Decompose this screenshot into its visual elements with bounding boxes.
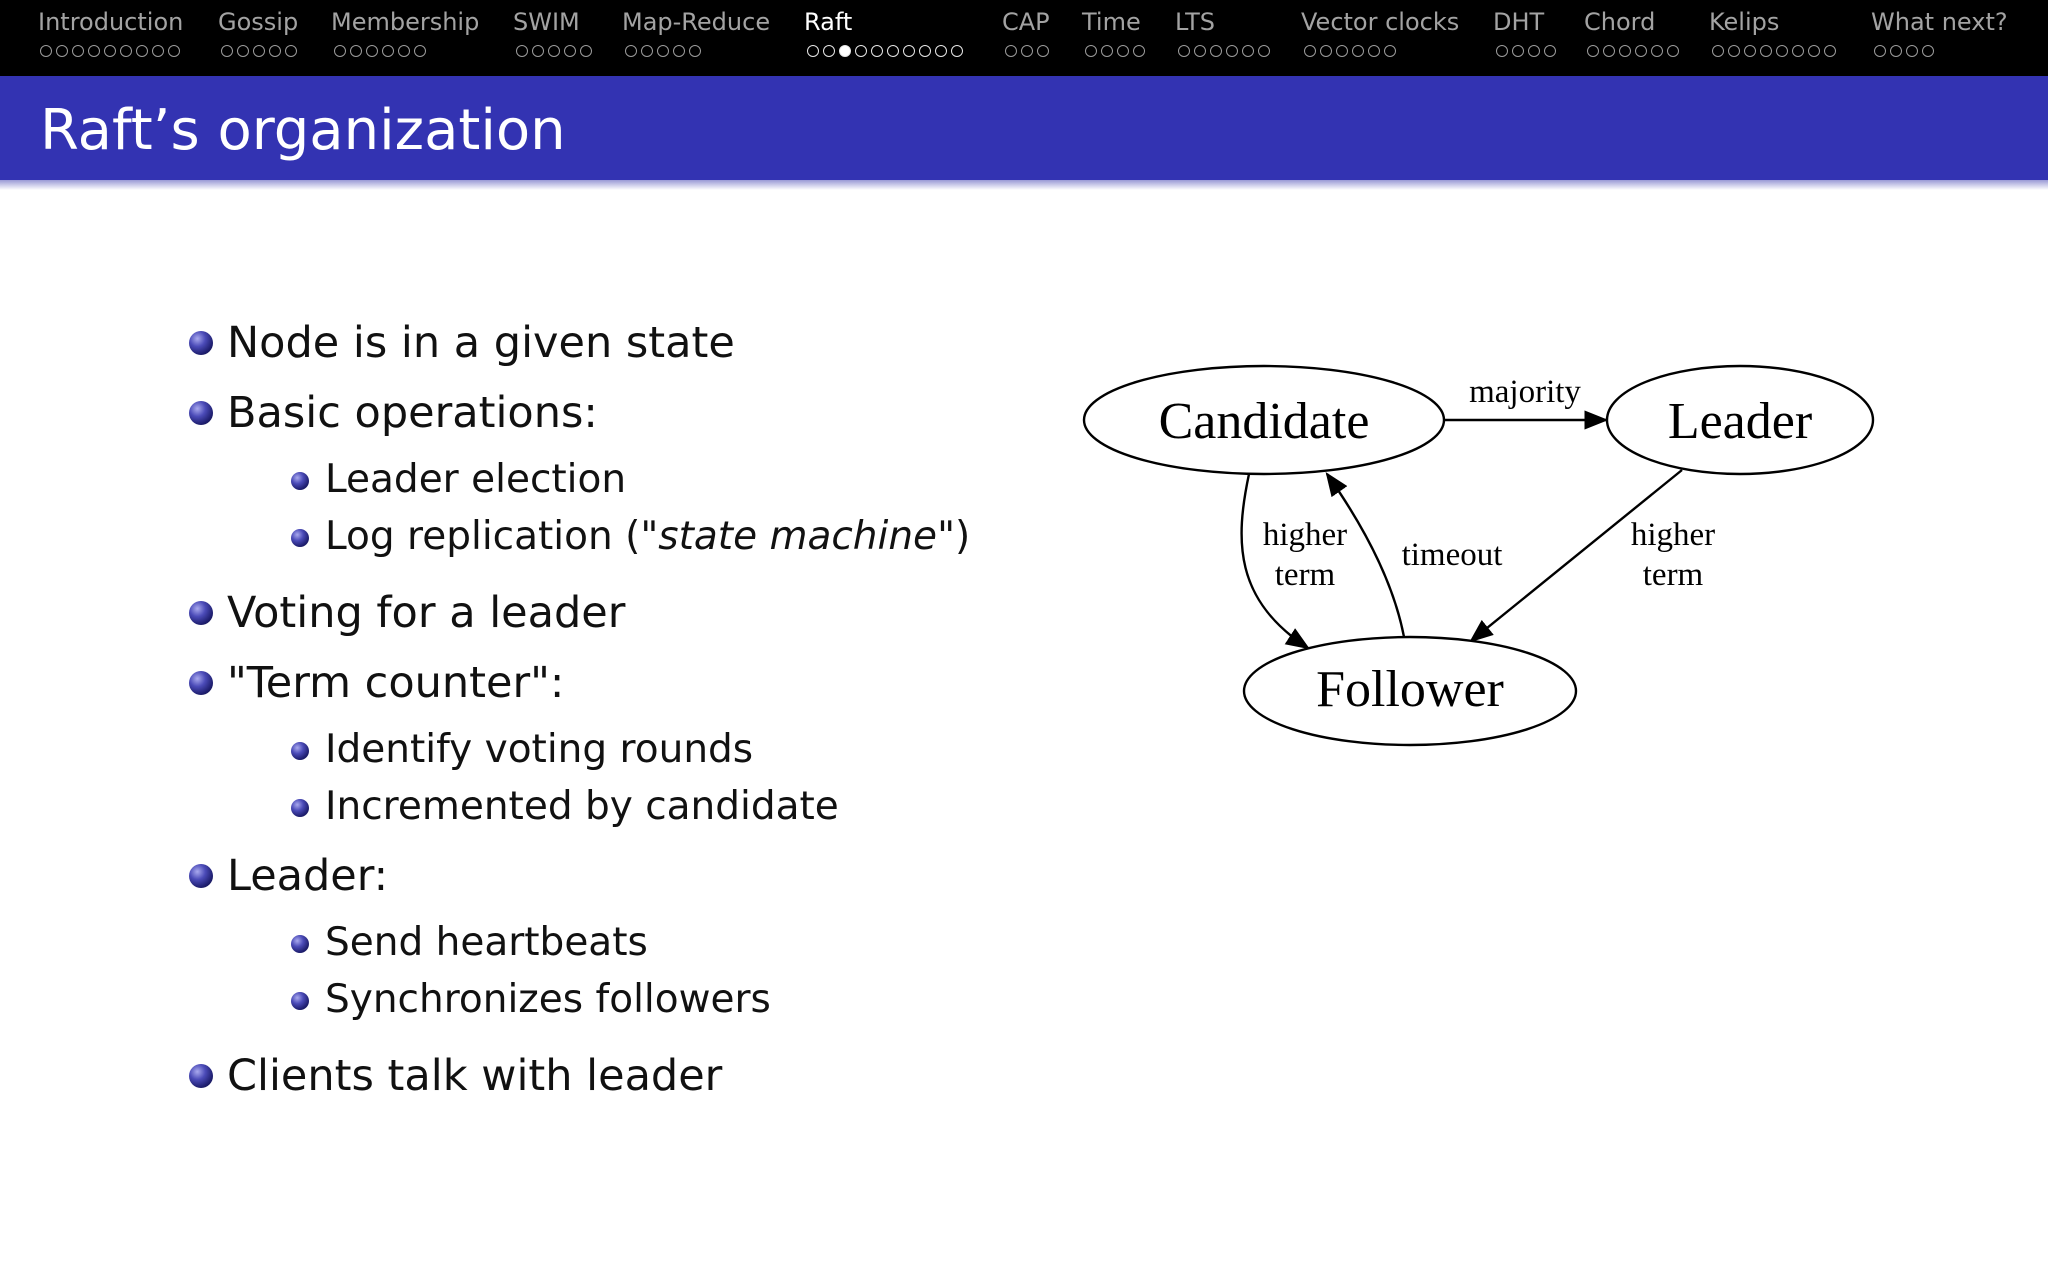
nav-slide-dot[interactable] [1496,45,1508,57]
nav-slide-dot[interactable] [1384,45,1396,57]
nav-slide-dot[interactable] [56,45,68,57]
nav-slide-dot-current[interactable] [839,45,851,57]
nav-slide-dot[interactable] [1744,45,1756,57]
nav-slide-dot[interactable] [1808,45,1820,57]
nav-slide-dots-time [1085,42,1145,60]
nav-slide-dot[interactable] [382,45,394,57]
nav-slide-dots-what-next [1874,42,1934,60]
nav-slide-dot[interactable] [72,45,84,57]
nav-slide-dot[interactable] [1635,45,1647,57]
sub-bullet-text: Leader election [325,457,627,502]
edge-follower-to-candidate [1327,474,1404,637]
nav-slide-dots-chord [1587,42,1679,60]
sub-bullet-text-emphasis: state machine [658,514,938,559]
nav-slide-dot[interactable] [1210,45,1222,57]
nav-slide-dot[interactable] [919,45,931,57]
bullet-item-node-state [227,317,735,369]
nav-section-gossip[interactable]: Gossip [218,8,299,36]
nav-slide-dot[interactable] [1320,45,1332,57]
node-candidate-label: Candidate [1158,393,1370,450]
sub-bullet-text: Identify voting rounds [325,727,754,772]
edge-leader-to-follower [1471,470,1682,641]
nav-slide-dot[interactable] [641,45,653,57]
nav-slide-dot[interactable] [1528,45,1540,57]
nav-section-membership[interactable]: Membership [331,8,480,36]
sub-bullet-log-replication [325,513,970,561]
nav-slide-dot[interactable] [689,45,701,57]
nav-section-introduction[interactable]: Introduction [38,8,184,36]
nav-slide-dots-map-reduce [625,42,701,60]
nav-slide-dot[interactable] [152,45,164,57]
nav-slide-dot[interactable] [104,45,116,57]
nav-section-chord[interactable]: Chord [1584,8,1656,36]
nav-slide-dot[interactable] [1874,45,1886,57]
sub-bullet-text-prefix: Log replication (" [325,514,659,559]
sub-bullet-synchronizes [325,976,771,1024]
nav-slide-dot[interactable] [414,45,426,57]
nav-slide-dot[interactable] [269,45,281,57]
nav-slide-dot[interactable] [1651,45,1663,57]
nav-slide-dot[interactable] [657,45,669,57]
nav-slide-dot[interactable] [168,45,180,57]
bullet-item-term-counter [227,657,564,709]
nav-slide-dots-vector-clocks [1304,42,1396,60]
nav-slide-dot[interactable] [532,45,544,57]
nav-slide-dot[interactable] [1512,45,1524,57]
nav-slide-dot[interactable] [1194,45,1206,57]
nav-slide-dot[interactable] [564,45,576,57]
sub-bullet-ball-icon [291,529,309,547]
bullet-text: Node is in a given state [227,318,735,368]
sub-bullet-text: Synchronizes followers [325,977,771,1022]
nav-slide-dot[interactable] [1226,45,1238,57]
nav-slide-dot[interactable] [1824,45,1836,57]
nav-slide-dot[interactable] [136,45,148,57]
node-follower-label: Follower [1316,661,1504,718]
nav-slide-dots-gossip [221,42,297,60]
nav-slide-dot[interactable] [548,45,560,57]
nav-slide-dots-cap [1005,42,1049,60]
sub-bullet-leader-election [325,456,626,504]
title-bar-shadow [0,180,2048,190]
nav-slide-dot[interactable] [285,45,297,57]
nav-slide-dot[interactable] [1133,45,1145,57]
nav-slide-dot[interactable] [1776,45,1788,57]
nav-slide-dot[interactable] [625,45,637,57]
edge-label-leader-follower-line2: term [1642,557,1704,593]
nav-slide-dot[interactable] [1352,45,1364,57]
node-leader [1607,366,1873,474]
edge-label-timeout: timeout [1401,537,1503,573]
nav-slide-dots-membership [334,42,426,60]
nav-slide-dot[interactable] [1619,45,1631,57]
nav-slide-dot[interactable] [366,45,378,57]
nav-slide-dot[interactable] [516,45,528,57]
nav-slide-dot[interactable] [580,45,592,57]
nav-slide-dot[interactable] [40,45,52,57]
bullet-item-clients [227,1050,722,1102]
sub-bullet-incremented [325,783,839,831]
nav-slide-dots-introduction [40,42,180,60]
bullet-text: Voting for a leader [227,588,626,638]
bullet-item-leader [227,850,388,902]
nav-section-kelips[interactable]: Kelips [1709,8,1780,36]
edge-label-candidate-follower-line1: higher [1262,517,1348,553]
nav-section-swim[interactable]: SWIM [513,8,580,36]
nav-slide-dot[interactable] [1922,45,1934,57]
node-follower [1244,637,1576,745]
nav-slide-dot[interactable] [1544,45,1556,57]
nav-slide-dot[interactable] [1021,45,1033,57]
nav-slide-dot[interactable] [1117,45,1129,57]
sub-bullet-ball-icon [291,742,309,760]
sub-bullet-ball-icon [291,935,309,953]
nav-slide-dot[interactable] [88,45,100,57]
sub-bullet-ball-icon [291,799,309,817]
section-navigation-bar [0,0,2048,76]
nav-slide-dots-kelips [1712,42,1836,60]
nav-slide-dot[interactable] [887,45,899,57]
nav-slide-dot[interactable] [1603,45,1615,57]
nav-slide-dot[interactable] [1178,45,1190,57]
nav-section-time[interactable]: Time [1082,8,1141,36]
sub-bullet-identify-rounds [325,726,753,774]
nav-slide-dot[interactable] [673,45,685,57]
nav-slide-dot[interactable] [237,45,249,57]
nav-slide-dots-lts [1178,42,1270,60]
nav-slide-dot[interactable] [935,45,947,57]
nav-slide-dot[interactable] [1242,45,1254,57]
slide-title: Raft’s organization [40,98,566,163]
nav-section-vector-clocks[interactable]: Vector clocks [1301,8,1460,36]
nav-section-cap[interactable]: CAP [1002,8,1050,36]
nav-slide-dot[interactable] [1728,45,1740,57]
bullet-ball-icon [189,864,213,888]
bullet-item-basic-operations [227,387,598,439]
nav-slide-dot[interactable] [855,45,867,57]
nav-slide-dot[interactable] [1712,45,1724,57]
nav-slide-dot[interactable] [1304,45,1316,57]
nav-section-dht[interactable]: DHT [1493,8,1545,36]
nav-slide-dot[interactable] [120,45,132,57]
nav-slide-dot[interactable] [903,45,915,57]
nav-slide-dot[interactable] [1667,45,1679,57]
sub-bullet-text: Incremented by candidate [325,784,839,829]
nav-slide-dot[interactable] [350,45,362,57]
nav-slide-dot[interactable] [951,45,963,57]
nav-slide-dots-raft [807,42,963,60]
node-leader-label: Leader [1667,393,1813,450]
nav-slide-dot[interactable] [1085,45,1097,57]
bullet-text: Clients talk with leader [227,1051,723,1101]
sub-bullet-heartbeats [325,919,648,967]
nav-slide-dot[interactable] [253,45,265,57]
nav-slide-dot[interactable] [807,45,819,57]
bullet-ball-icon [189,601,213,625]
node-candidate [1084,366,1444,474]
nav-slide-dots-dht [1496,42,1556,60]
nav-section-what-next[interactable]: What next? [1871,8,2008,36]
nav-slide-dot[interactable] [1005,45,1017,57]
nav-slide-dot[interactable] [1258,45,1270,57]
edge-label-majority: majority [1469,374,1581,410]
nav-slide-dot[interactable] [221,45,233,57]
bullet-ball-icon [189,671,213,695]
sub-bullet-text-suffix: ") [937,514,971,559]
sub-bullet-ball-icon [291,472,309,490]
nav-slide-dot[interactable] [1906,45,1918,57]
nav-slide-dot[interactable] [1760,45,1772,57]
nav-slide-dots-swim [516,42,592,60]
bullet-item-voting [227,587,625,639]
bullet-ball-icon [189,401,213,425]
edge-label-candidate-follower-line2: term [1274,557,1336,593]
nav-slide-dot[interactable] [398,45,410,57]
nav-slide-dot[interactable] [1890,45,1902,57]
nav-slide-dot[interactable] [1587,45,1599,57]
nav-slide-dot[interactable] [1792,45,1804,57]
nav-slide-dot[interactable] [871,45,883,57]
bullet-ball-icon [189,331,213,355]
bullet-text: "Term counter": [227,658,565,708]
nav-slide-dot[interactable] [1368,45,1380,57]
nav-section-lts[interactable]: LTS [1175,8,1215,36]
edge-label-leader-follower-line1: higher [1630,517,1716,553]
bullet-text: Leader: [227,851,389,901]
nav-slide-dot[interactable] [823,45,835,57]
bullet-ball-icon [189,1064,213,1088]
nav-section-map-reduce[interactable]: Map-Reduce [622,8,771,36]
sub-bullet-text: Send heartbeats [325,920,648,965]
nav-slide-dot[interactable] [1101,45,1113,57]
nav-section-raft[interactable]: Raft [804,8,853,36]
nav-slide-dot[interactable] [334,45,346,57]
nav-slide-dot[interactable] [1037,45,1049,57]
bullet-text: Basic operations: [227,388,598,438]
sub-bullet-ball-icon [291,992,309,1010]
nav-slide-dot[interactable] [1336,45,1348,57]
